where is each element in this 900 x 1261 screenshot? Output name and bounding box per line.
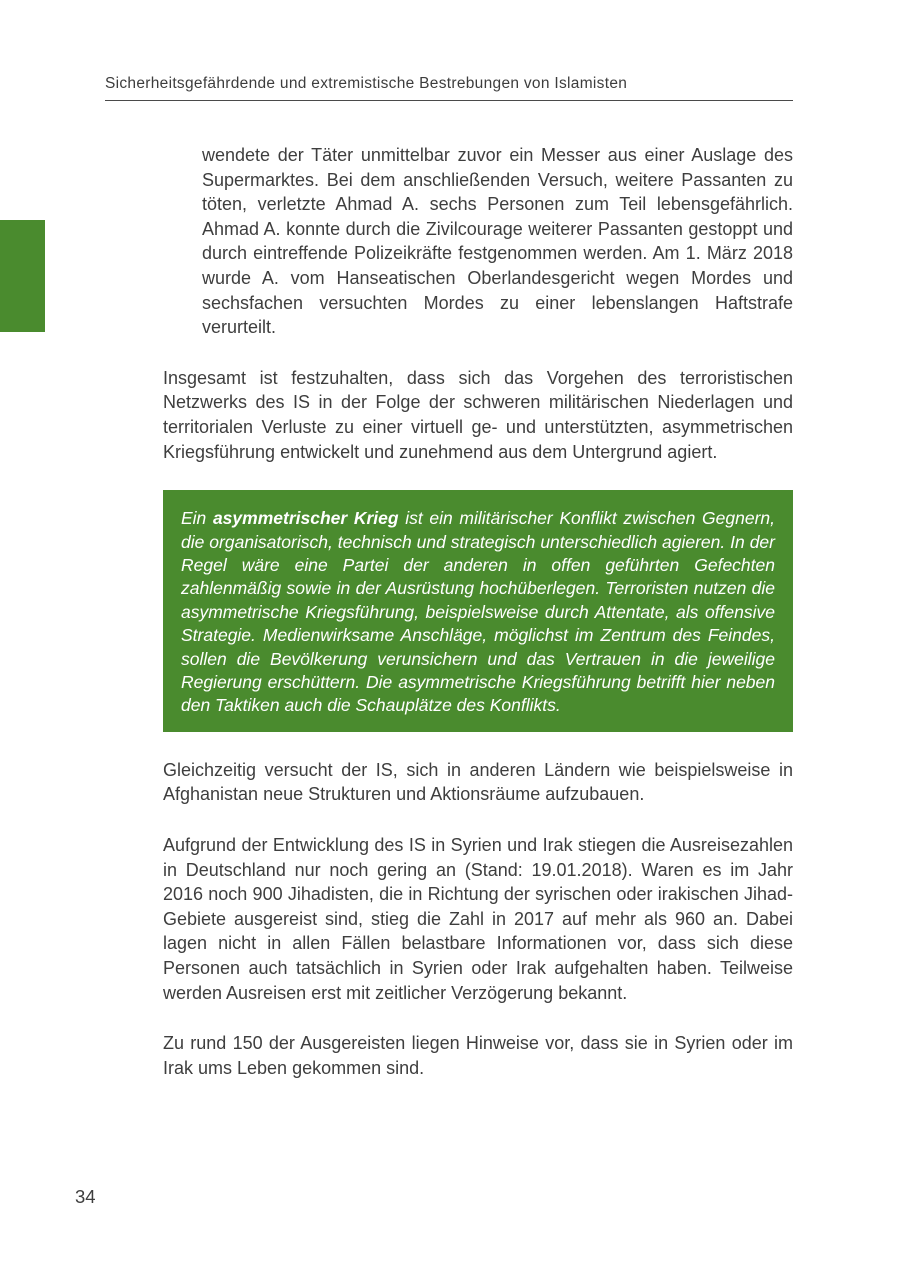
callout-definition-text: ist ein militärischer Konflikt zwischen Gegnern, die organisatorisch, technisch und strategisch unterschiedlich agieren. In der Regel wäre eine Partei der anderen in offen geführten Gefechten zahlenmäßig sowie in der Ausrüstung hochüberlegen. Terroristen nutzen die asymmetrische Kriegsführung, beispielsweise durch Attentate, als offensive Strategie. Medienwirksame Anschläge, möglichst im Zentrum des Feindes, sollen die Bevölkerung verunsichern und das Vertrauen in die jeweilige Regierung erschüttern. Die asymmetrische Kriegsführung betrifft hier neben den Taktiken auch die Schauplätze des Konflikts.	[181, 508, 776, 716]
page-header-title: Sicherheitsgefährdende und extremistische Bestrebungen von Islamisten	[105, 74, 793, 101]
callout-prefix: Ein	[181, 508, 213, 529]
paragraph-knife-attack: wendete der Täter unmittelbar zuvor ein Messer aus einer Auslage des Supermarktes. Bei dem anschließenden Versuch, weitere Passanten zu töten, verletzte Ahmad A. sechs Personen zum Teil lebensgefährlich. Ahmad A. konnte durch die Zivilcourage weiterer Passanten gestoppt und durch eintreffende Polizeikräfte festgenommen werden. Am 1. März 2018 wurde A. vom Hanseatischen Oberlandesgericht wegen Mordes und sechsfachen versuchten Mordes zu einer lebenslangen Haftstrafe verurteilt.	[202, 145, 793, 338]
callout-term-asymmetric-war: asymmetrischer Krieg	[212, 508, 399, 529]
paragraph-is-network: Insgesamt ist festzuhalten, dass sich das Vorgehen des terroristischen Netzwerks des IS in der Folge der schweren militärischen Niederlagen und territorialen Verluste zu einer virtuell ge- und unterstützten, asymmetrischen Kriegsführung entwickelt und zunehmend aus dem Untergrund agiert.	[163, 367, 793, 462]
page-number: 34	[75, 1186, 96, 1207]
definition-callout-box	[163, 490, 793, 732]
page-body	[163, 143, 793, 1106]
paragraph-afghanistan: Gleichzeitig versucht der IS, sich in anderen Ländern wie beispielsweise in Afghanistan neue Strukturen und Aktionsräume aufzubauen.	[163, 759, 793, 805]
paragraph-departure-numbers: Aufgrund der Entwicklung des IS in Syrien und Irak stiegen die Ausreisezahlen in Deutschland nur noch gering an (Stand: 19.01.2018). Waren es im Jahr 2016 noch 900 Jihadisten, die in Richtung der syrischen oder irakischen Jihad-Gebiete ausgereist sind, stieg die Zahl in 2017 auf mehr als 960 an. Dabei lagen nicht in allen Fällen belastbare Informationen vor, dass sich diese Personen auch tatsächlich in Syrien oder Irak aufgehalten haben. Teilweise werden Ausreisen erst mit zeitlicher Verzögerung bekannt.	[163, 834, 793, 1003]
chapter-tab-marker	[0, 220, 45, 332]
paragraph-deaths: Zu rund 150 der Ausgereisten liegen Hinweise vor, dass sie in Syrien oder im Irak ums Leben gekommen sind.	[163, 1033, 793, 1078]
